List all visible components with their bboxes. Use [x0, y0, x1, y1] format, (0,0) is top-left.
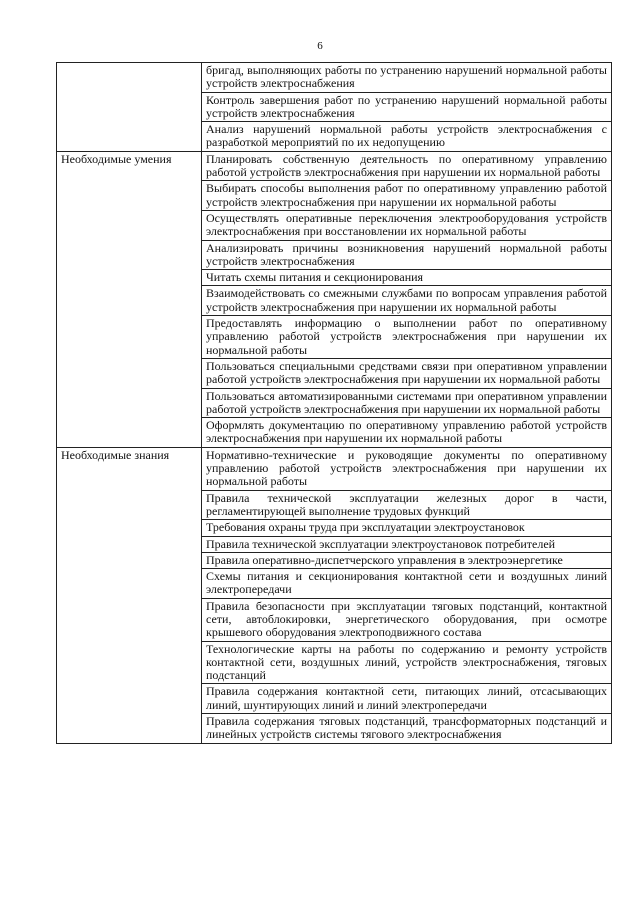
requirement-cell: Анализ нарушений нормальной работы устройств электроснабжения с разработкой мероприятий по их недопущению — [202, 122, 612, 152]
requirement-cell: Предоставлять информацию о выполнении работ по оперативному управлению работой устройств электроснабжения при нарушении их нормальной работы — [202, 316, 612, 359]
category-cell: Необходимые умения — [57, 151, 202, 447]
requirement-cell: Правила безопасности при эксплуатации тяговых подстанций, контактной сети, автоблокировки, энергетического оборудования, при осмотре крышевого оборудования электроподвижного состава — [202, 598, 612, 641]
table-row — [57, 447, 612, 490]
requirement-cell: Пользоваться специальными средствами связи при оперативном управлении работой устройств электроснабжения при нарушении их нормальной работы — [202, 358, 612, 388]
table-row — [57, 63, 612, 93]
requirement-cell: Контроль завершения работ по устранению нарушений нормальной работы устройств электроснабжения — [202, 92, 612, 122]
requirement-cell: Правила оперативно-диспетчерского управления в электроэнергетике — [202, 552, 612, 568]
requirement-cell: Правила технической эксплуатации электроустановок потребителей — [202, 536, 612, 552]
category-cell — [57, 63, 202, 152]
requirement-cell: Технологические карты на работы по содержанию и ремонту устройств контактной сети, воздушных линий, устройств электроснабжения, тяговых подстанций — [202, 641, 612, 684]
requirement-cell: Читать схемы питания и секционирования — [202, 270, 612, 286]
requirement-cell: Требования охраны труда при эксплуатации электроустановок — [202, 520, 612, 536]
requirement-cell: Схемы питания и секционирования контактной сети и воздушных линий электропередачи — [202, 569, 612, 599]
requirement-cell: Правила содержания контактной сети, питающих линий, отсасывающих линий, шунтирующих линий и линий электропередачи — [202, 684, 612, 714]
qualification-table — [56, 62, 612, 744]
requirement-cell: Пользоваться автоматизированными системами при оперативном управлении работой устройств электроснабжения при нарушении их нормальной работы — [202, 388, 612, 418]
qualification-table-body — [57, 63, 612, 744]
requirement-cell: бригад, выполняющих работы по устранению нарушений нормальной работы устройств электроснабжения — [202, 63, 612, 93]
requirement-cell: Правила содержания тяговых подстанций, трансформаторных подстанций и линейных устройств системы тягового электроснабжения — [202, 714, 612, 744]
requirement-cell: Анализировать причины возникновения нарушений нормальной работы устройств электроснабжения — [202, 240, 612, 270]
requirement-cell: Нормативно-технические и руководящие документы по оперативному управлению работой устройств электроснабжения при нарушении их нормальной работы — [202, 447, 612, 490]
requirement-cell: Выбирать способы выполнения работ по оперативному управлению работой устройств электроснабжения при нарушении их нормальной работы — [202, 181, 612, 211]
category-cell: Необходимые знания — [57, 447, 202, 743]
requirement-cell: Правила технической эксплуатации железных дорог в части, регламентирующей выполнение трудовых функций — [202, 490, 612, 520]
requirement-cell: Осуществлять оперативные переключения электрооборудования устройств электроснабжения при восстановлении их нормальной работы — [202, 210, 612, 240]
requirement-cell: Взаимодействовать со смежными службами по вопросам управления работой устройств электроснабжения при нарушении их нормальной работы — [202, 286, 612, 316]
table-row — [57, 151, 612, 181]
requirement-cell: Планировать собственную деятельность по оперативному управлению работой устройств электроснабжения при нарушении их нормальной работы — [202, 151, 612, 181]
page-number: 6 — [317, 40, 323, 52]
requirement-cell: Оформлять документацию по оперативному управлению работой устройств электроснабжения при нарушении их нормальной работы — [202, 418, 612, 448]
